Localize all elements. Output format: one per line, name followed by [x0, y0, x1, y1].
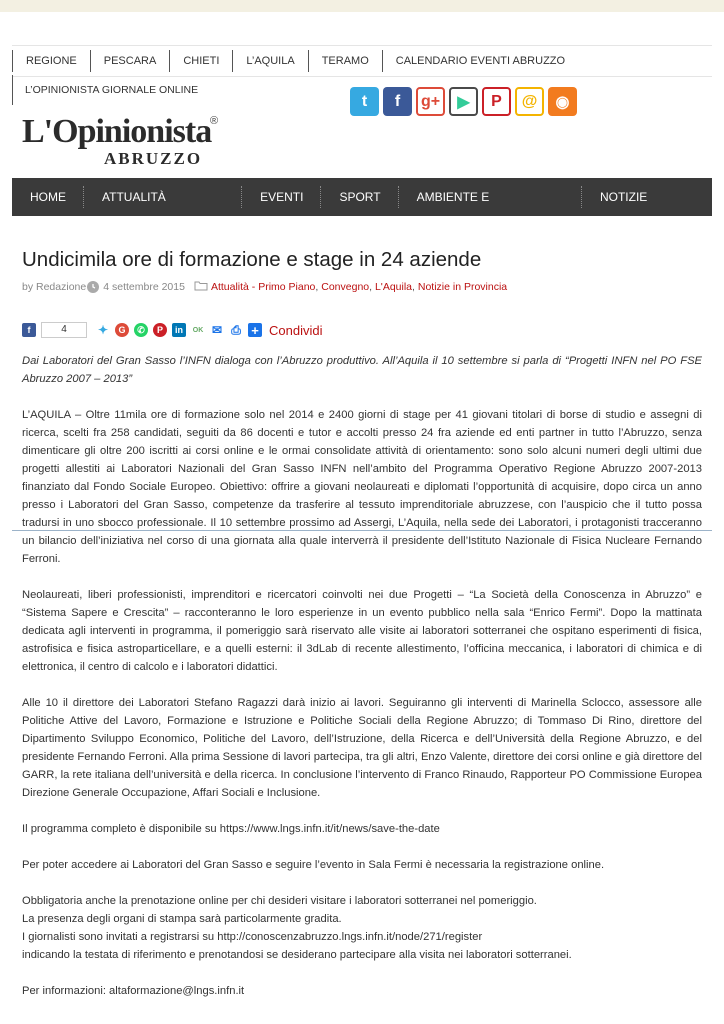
article-intro: Dai Laboratori del Gran Sasso l’INFN dialoga con l’Abruzzo produttivo. All’Aquila il 10 settembre si parla di “Progetti INFN nel PO FSE Abruzzo 2007 – 2013” [22, 355, 702, 385]
email-share-icon[interactable]: ✉ [211, 323, 223, 337]
twitter-share-icon[interactable]: ✦ [97, 323, 109, 337]
article-body [22, 352, 702, 1018]
category-link-laquila[interactable]: L'Aquila [374, 281, 413, 293]
whatsapp-share-icon[interactable]: ✆ [134, 323, 148, 337]
top-nav-laquila[interactable]: L’AQUILA [233, 50, 308, 72]
main-nav-sport[interactable]: SPORT [321, 178, 398, 216]
pinterest-icon[interactable]: P [482, 87, 511, 116]
main-nav-calcio[interactable]: NOTIZIE CALCIO [599, 190, 648, 242]
category-link-convegno[interactable]: Convegno [321, 281, 370, 293]
logo-main-text: L'Opinionista [22, 113, 212, 150]
site-logo[interactable] [22, 113, 222, 171]
logo-registered-mark: ® [210, 115, 219, 127]
article-paragraph: L’AQUILA – Oltre 11mila ore di formazione solo nel 2014 e 2400 giorni di stage per 41 giovani titolari di borse di studio e assegni di ricerca, scelti fra 258 candidati, seguiti da 86 docenti e tutor e accolti presso 24 fra aziende ed enti partner in tutto l’Abruzzo, senza dimenticare gli oltre 200 iscritti ai corsi online e le ormai consolidate attività di orientamento: sono solo alcuni numeri degli ultimi due progetti allestiti ai Laboratori Nazionali del Gran Sasso INFN nell’ambito del Programma Operativo Regione Abruzzo 2007-2013 finanziato dal Fondo Sociale Europeo. Obiettivo: offrire a giovani neolaureati e diplomati l’opportunità di acquisire, dopo circa un anno presso i Laboratori del Gran Sasso, competenze da trasferire al tessuto imprenditoriale abruzzese, con l’auspicio che il tutto possa tradursi in uno sbocco professionale. Il 10 settembre prossimo ad Assergi, L’Aquila, nella sede dei Laboratori, i protagonisti tracceranno un bilancio dell’iniziativa nel corso di una giornata alla quale interverrà il presidente dell’Istituto Nazionale di Fisica Nucleare Fernando Ferroni. [22, 409, 702, 565]
linkedin-share-icon[interactable]: in [172, 323, 186, 337]
clock-icon [87, 281, 99, 293]
share-label[interactable]: Condividi [269, 322, 323, 338]
plus-share-icon[interactable]: + [248, 323, 262, 337]
rss-icon[interactable]: ◉ [548, 87, 577, 116]
top-nav-teramo[interactable]: TERAMO [309, 50, 383, 72]
logo-sub-text: ABRUZZO [104, 149, 203, 168]
top-nav-chieti[interactable]: CHIETI [170, 50, 233, 72]
article-line: I giornalisti sono invitati a registrarsi su http://conoscenzabruzzo.lngs.infn.it/node/271/register [22, 931, 483, 943]
twitter-icon[interactable]: t [350, 87, 379, 116]
site-tagline: L’OPINIONISTA GIORNALE ONLINE [25, 84, 199, 96]
facebook-icon[interactable]: f [383, 87, 412, 116]
main-nav-home[interactable]: HOME [12, 178, 84, 216]
googleplay-icon[interactable]: ▶ [449, 87, 478, 116]
article-byline[interactable]: by Redazione [22, 281, 87, 293]
category-link-attualita[interactable]: Attualità - Primo Piano [210, 281, 316, 293]
print-share-icon[interactable]: ⎙ [229, 323, 243, 337]
folder-icon [194, 280, 208, 294]
category-separator: , [412, 281, 418, 293]
main-nav-eventi[interactable]: EVENTI [242, 178, 321, 216]
article-paragraph: Neolaureati, liberi professionisti, imprenditori e ricercatori coinvolti nei due Progetti – “La Società della Conoscenza in Abruzzo” e “Sistema Sapere e Crescita” – racconteranno le loro esperienze in un evento pubblico nella sala “Enrico Fermi”. Dopo la mattinata dedicata agli interventi in programma, il pomeriggio sarà riservato alle visite ai laboratori sotterranei che ospitano esperimenti di fisica, astrofisica e fisica astroparticellare, e a quelli esterni: il 3dLab di recente allestimento, l’officina meccanica, i laboratori di chimica e di elettronica, il centro di calcolo e i laboratori didattici. [22, 589, 702, 673]
article-meta [22, 280, 507, 294]
article-paragraph: Per informazioni: altaformazione@lngs.infn.it [22, 985, 245, 997]
main-nav-attualita[interactable]: ATTUALITÀ ABRUZZO [84, 178, 242, 216]
article-paragraph: Per poter accedere ai Laboratori del Gran Sasso e seguire l’evento in Sala Fermi è necessaria la registrazione online. [22, 859, 605, 871]
category-link-provincia[interactable]: Notizie in Provincia [417, 281, 508, 293]
top-nav-calendario[interactable]: CALENDARIO EVENTI ABRUZZO [395, 55, 566, 67]
article-line: indicando la testata di riferimento e prenotandosi se desiderano partecipare alla visita nei laboratori sotterranei. [22, 949, 572, 961]
facebook-share-icon[interactable]: f [22, 323, 36, 337]
article-date: 4 settembre 2015 [103, 281, 185, 293]
category-separator: , [315, 281, 322, 293]
digg-share-icon[interactable]: OK [191, 323, 205, 337]
article-line: Obbligatoria anche la prenotazione online per chi desideri visitare i laboratori sotterranei nel pomeriggio. [22, 895, 537, 907]
main-nav-ambiente[interactable]: AMBIENTE E BENESSERE [399, 178, 582, 216]
googleplus-share-icon[interactable]: G [115, 323, 129, 337]
category-separator: , [369, 281, 375, 293]
pinterest-share-icon[interactable]: P [153, 323, 167, 337]
share-count: 4 [41, 322, 87, 338]
article-line: La presenza degli organi di stampa sarà particolarmente gradita. [22, 913, 342, 925]
top-nav-pescara[interactable]: PESCARA [91, 50, 171, 72]
article-paragraph: Alle 10 il direttore dei Laboratori Stefano Ragazzi darà inizio ai lavori. Seguiranno gli interventi di Marinella Sclocco, assessore alle Politiche Attive del Lavoro, Formazione e Istruzione e Politiche Sociali della Regione Abruzzo; di Tommaso Di Rino, direttore del Dipartimento Sviluppo Economico, Politiche del Lavoro, dell’Istruzione, della Ricerca e dell’Università della Regione Abruzzo, e del presidente Fernando Ferroni. Alla prima Sessione di lavori partecipa, tra gli altri, Enzo Valente, direttore dei corsi online e già direttore del GARR, la rete italiana dell’università e della ricerca. In conclusione l’intervento di Franco Rinaudo, Rapporteur PO Commissione Europea Direzione Generale Occupazione, Affari Sociali e Inclusione. [22, 697, 702, 799]
main-nav [12, 178, 712, 242]
top-nav [12, 45, 712, 77]
email-icon[interactable]: @ [515, 87, 544, 116]
top-strip [0, 0, 724, 12]
googleplus-icon[interactable]: g+ [416, 87, 445, 116]
top-nav-regione[interactable]: REGIONE [12, 50, 91, 72]
article-paragraph: Il programma completo è disponibile su https://www.lngs.infn.it/it/news/save-the-date [22, 823, 440, 835]
article-title: Undicimila ore di formazione e stage in 24 aziende [22, 248, 482, 271]
social-icons [350, 87, 577, 116]
share-bar [22, 322, 322, 338]
